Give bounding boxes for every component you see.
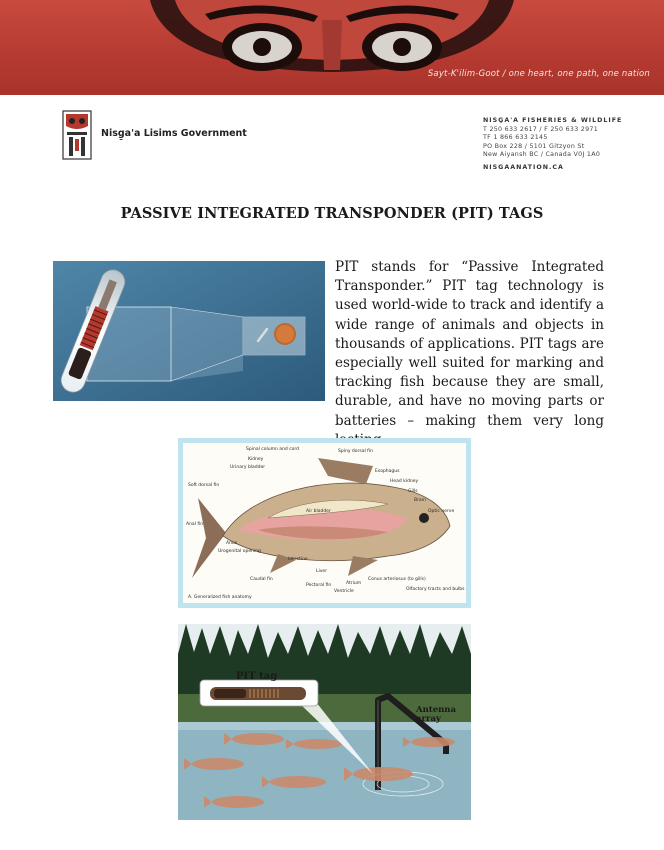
body-paragraph: PIT stands for “Passive Integrated Transponder.” PIT tag technology is used world-wide to track and identify a wide range of animals and objects in thousands of applications. PIT tags are especially well suited for marking and tracking fish because they are small, durable, and have no moving parts or batteries – making them very long [335, 259, 604, 429]
label-optic: Optic nerve [428, 509, 455, 514]
label-spinal: Spinal column and cord [246, 447, 300, 452]
label-softdorsal: Soft dorsal fin [188, 483, 220, 488]
label-headkidney: Head kidney [390, 479, 419, 484]
label-pectoral: Pectoral fin [306, 583, 332, 588]
label-esophagus: Esophagus [375, 469, 400, 474]
government-name: Nisg̱a'a Lisims Government [101, 128, 247, 139]
label-airbladder: Air bladder [306, 509, 331, 514]
label-anal: Anal fin [186, 522, 204, 527]
contact-phone: T 250 633 2617 / F 250 633 2971 [483, 125, 599, 133]
label-spiny: Spiny dorsal fin [338, 449, 373, 454]
contact-address-1: PO Box 228 / 5101 Gitzyon St [483, 142, 585, 150]
label-brain: Brain [414, 498, 426, 503]
label-gills: Gills [408, 489, 418, 494]
header-banner [0, 0, 664, 95]
label-anus: Anus [226, 541, 238, 546]
label-atrium: Atrium [346, 581, 362, 586]
label-intestine: Intestine [288, 557, 308, 562]
tagline: Sayt-K'ilim-Goot / one heart, one path, one nation [427, 69, 650, 79]
label-olfactory: Olfactory tracts and bulbs [406, 587, 465, 592]
contact-block [483, 117, 622, 173]
river-antenna-illustration [178, 624, 471, 820]
contact-address-2: New Aiyansh BC / Canada V0J 1A0 [483, 151, 601, 159]
antenna-label: Antenna array [416, 705, 456, 724]
page-title: PASSIVE INTEGRATED TRANSPONDER (PIT) TAGS [120, 205, 544, 222]
pit-tag-photo [53, 261, 325, 401]
anatomy-caption: A. Generalized fish anatomy [188, 595, 252, 600]
label-urinary: Urinary bladder [230, 465, 266, 470]
contact-org: NISG̱A'A FISHERIES & WILDLIFE [483, 117, 623, 124]
formline-art [0, 0, 664, 95]
label-urogenital: Urogenital opening [218, 549, 261, 554]
label-conus: Conus arteriosus (to gills) [368, 577, 426, 582]
label-ventricle: Ventricle [334, 589, 354, 594]
fish-anatomy-diagram [178, 438, 471, 608]
label-kidney: Kidney [248, 457, 264, 462]
government-logo [62, 110, 92, 160]
label-liver: Liver [316, 569, 328, 574]
label-caudal: Caudal fin [250, 577, 273, 582]
contact-website: NISGAANATION.CA [483, 163, 564, 171]
pit-tag-label: PIT tag [236, 671, 278, 682]
contact-tollfree: TF 1 866 633 2145 [483, 134, 548, 142]
